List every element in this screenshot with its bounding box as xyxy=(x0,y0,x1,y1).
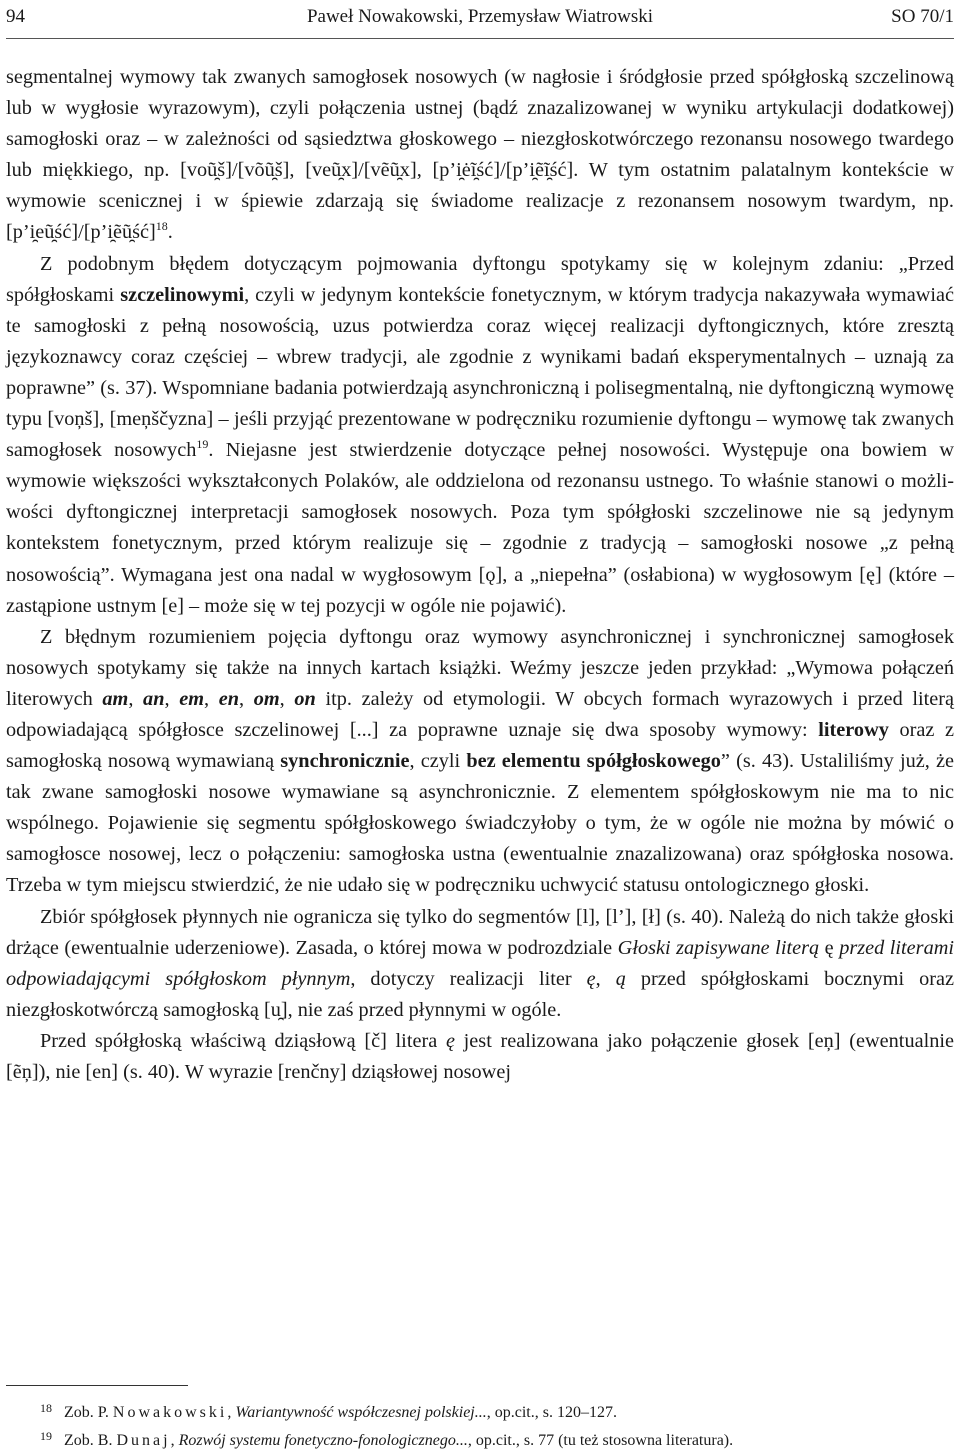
text-run: , op.cit., s. 120–127. xyxy=(486,1404,617,1421)
text-run: , xyxy=(164,687,180,710)
footnote-number: 18 xyxy=(40,1401,52,1415)
text-run: itp. zależy od etymologii. W obcych formach wyrazowych i przed literą odpowiadającą spółgłosce szczelinowej [...] za poprawne uznaje się dwa sposoby wymowy: xyxy=(6,687,955,741)
text-run: przed spółgłoskami bocznymi oraz niezgłoskotwórczą samogłoską [u̯], nie zaś przed płynnymi w ogóle. xyxy=(6,967,955,1021)
text-run: , xyxy=(203,687,219,710)
text-run: . Niejasne jest stwierdzenie dotyczące pełnej nosowości. Występuje ona bowiem w wymowie większości wykształconych Polaków, ale oddzielona od rezonansu ustnego. To właśnie stanowi o możliwości dyftongicznej interpretacji samogłosek nosowych. Poza tym spółgłoski szczelinowe nie są jedynym kontekstem fonetycznym, przed którym realizuje się – zgodnie z tradycją – samogłoski nosowe „z pełną nosowością”. Wymagana jest ona nadal w wygłosowym [ǫ], a „niepełna” (osłabiona) w wygłosowym [ę] (które – zastąpione ustnym [e] – może się w tej pozycji w ogóle nie pojawić). xyxy=(6,439,954,617)
running-header xyxy=(0,0,960,38)
paragraph-1 xyxy=(6,62,954,249)
text-run: , op.cit., s. 77 (tu też stosowna literatura). xyxy=(467,1432,734,1449)
italic-title: Głoski zapisywane literą xyxy=(617,936,820,959)
text-run: Z błędnym rozumieniem pojęcia dyftongu oraz wymowy asynchronicznej i synchronicznej samogłosek nosowych spotykamy się także na innych kartach książki. Weźmy jeszcze jeden przykład: „Wymowa połączeń literowych xyxy=(6,625,954,710)
footnote-text xyxy=(64,1432,733,1450)
italic-letter: ę xyxy=(586,967,596,990)
footnote-number: 19 xyxy=(40,1429,52,1443)
text-run: segmentalnej wymowy tak zwanych samogłosek nosowych (w nagłosie i śródgłosie przed spółgłoską szczelinową lub w wygłosie wyrazowym), czyli połączenia ustnej (bądź znazalizowanej w wyniku artykulacji dodatkowej) samogłoski oraz – w zależności od sąsiedztwa głoskowego – niezgłoskotwórczego rezonansu nosowego twardego lub miękkiego, np. [voũ̯š]/[võũ̯š], [veũ̯x]/[vẽũ̯x], [p’i̯ėĩ̯ść]/[p’i̯ẽĩ̯ść]. W tym ostatnim palatalnym kontekście w wymowie scenicznej i w śpiewie zdarzają się świadome realizacje z rezonansem nosowym twardym, np. [p’i̯eũ̯ść]/[p’i̯ẽũ̯ść] xyxy=(6,66,954,244)
text-run: , czyli w jedynym kontekście fonetycznym, w którym tradycja nakazywała wymawiać te samogłoski z pełną nosowością, uzus potwierdza coraz więcej realizacji dyftongicznych, które zresztą językoznawcy coraz częściej – wbrew tradycji, ale zgodnie z wynikami badań eksperymentalnych – uznają za poprawne” (s. 37). Wspomniane badania potwierdzają asynchroniczną i polisegmentalną, nie dyftongiczną wymowę typu [voņš], [meņščyzna] – jeśli przyjąć prezentowane w podręczniku rozumienie dyftongu – wymowę tak zwanych samogłosek nosowych xyxy=(6,283,954,462)
italic-letter: ę xyxy=(445,1029,455,1052)
text-run: , xyxy=(239,687,254,710)
text-run: , czyli xyxy=(409,750,467,773)
text-run: , xyxy=(170,1432,179,1449)
running-header-authors: Paweł Nowakowski, Przemysław Wiatrowski xyxy=(306,6,654,27)
text-run: Zob. B. xyxy=(64,1432,117,1449)
journal-reference: SO 70/1 xyxy=(891,6,954,27)
bold-term: bez elementu spółgłoskowego xyxy=(466,750,721,773)
text-run: . xyxy=(167,221,173,244)
text-run: ” (s. 43). Ustaliliśmy już, że tak zwane samogłoski nosowe wymawiane są asynchronicznie. Z elementem spółgłoskowym nie ma to nic wspólnego. Pojawienie się segmentu spółgłoskowego świadczyłoby o tym, że w ogóle nie można by mówić o samogłosce nosowej, lecz o połączeniu: samogłoska ustna (ewentualnie znazalizowana) oraz spółgłoska nosowa. Trzeba w tym miejscu stwierdzić, że nie udało się w podręczniku uchwycić statusu ontologicznego głoski. xyxy=(6,750,954,897)
paragraph-5 xyxy=(6,1026,954,1088)
text-run: Z podobnym błędem dotyczącym pojmowania dyftongu spotykamy się w kolejnym zdaniu: „Przed spółgłoskami xyxy=(6,252,954,306)
text-run: , xyxy=(595,967,616,990)
text-run: Przed spółgłoską właściwą dziąsłową [č] litera xyxy=(40,1029,446,1052)
footnote-title: Rozwój systemu fonetyczno-fonologicznego... xyxy=(178,1432,468,1449)
italic-letter: ą xyxy=(615,967,626,990)
bold-term: szczelinowymi xyxy=(120,283,245,306)
page-number: 94 xyxy=(6,6,25,27)
bold-term: synchronicznie xyxy=(280,750,410,773)
paragraph-3 xyxy=(6,622,954,902)
text-run: , dotyczy realizacji liter xyxy=(350,967,587,990)
bold-italic-term: om xyxy=(253,687,280,710)
bold-italic-term: em xyxy=(179,687,204,710)
text-run: jest realizowana jako połączenie głosek [eņ] (ewentualnie [ẽņ]), nie [en] (s. 40). W wyrazie [renčny] dziąsłowej nosowej xyxy=(6,1029,954,1083)
footnote-title: Wariantywność współczesnej polskiej... xyxy=(235,1404,487,1421)
footnote-text xyxy=(64,1404,617,1422)
footnote-ref-19[interactable]: 19 xyxy=(196,437,209,452)
bold-italic-term: en xyxy=(218,687,239,710)
italic-title: przed literami odpowiadającymi spółgłoskom płynnym xyxy=(6,936,954,990)
text-run: oraz z samogłoską nosową wymawianą xyxy=(6,718,954,773)
paragraph-2 xyxy=(6,249,954,622)
text-run: ę xyxy=(819,936,840,959)
footnote-rule xyxy=(6,1385,188,1386)
footnote-author: Dunaj xyxy=(116,1432,171,1449)
body-text xyxy=(6,62,954,1088)
paragraph-4 xyxy=(6,902,954,1026)
text-run: Zbiór spółgłosek płynnych nie ogranicza się tylko do segmentów [l], [l’], [ł] (s. 40). Należą do nich także głoski drżące (ewentualnie uderzeniowe). Zasada, o której mowa w podrozdziale xyxy=(6,905,954,959)
text-run: , xyxy=(227,1404,236,1421)
bold-term: literowy xyxy=(818,718,889,741)
text-run: , xyxy=(279,687,295,710)
footnote-author: Nowakowski xyxy=(112,1404,228,1421)
footnote-ref-18[interactable]: 18 xyxy=(155,219,168,234)
header-rule xyxy=(6,38,954,39)
text-run: , xyxy=(128,687,144,710)
bold-italic-term: an xyxy=(143,687,165,710)
bold-italic-term: on xyxy=(294,687,316,710)
text-run: Zob. P. xyxy=(64,1404,113,1421)
bold-italic-term: am xyxy=(102,687,129,710)
